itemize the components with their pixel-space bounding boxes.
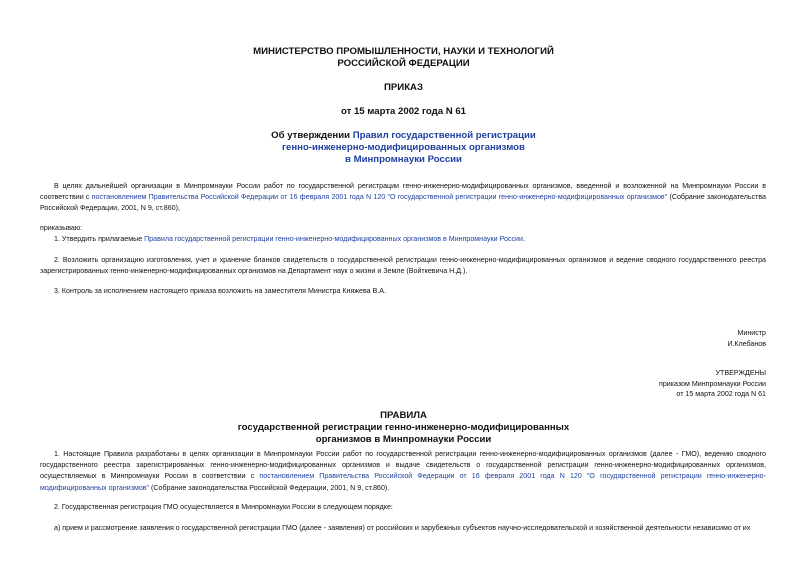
rule-1-decree-link[interactable]: постановлением Правительства Российской Федерации от 16 февраля 2001 года N 120 "О государственной регистрации генно-инженерно-модифицированных организмов" bbox=[40, 472, 766, 492]
rule-1-text: 1. Настоящие Правила разработаны в целях организации в Минпромнауки России работ по государственной регистрации генно-инженерно-модифицированных организмов (далее - ГМО), ведению сводного государственного реестра зарегистрированных генно-инженерно-модифицированных организмов и выдаче свидетельств о государственной регистрации генно-инженерно-модифицированных организмов, осуществляемых в Минпромнауки России в соответствии с bbox=[40, 450, 766, 481]
document-header bbox=[0, 46, 807, 118]
item-1 bbox=[40, 234, 766, 245]
approval-line-3: от 15 марта 2002 года N 61 bbox=[676, 390, 766, 398]
document-title bbox=[0, 130, 807, 166]
approval-block bbox=[659, 368, 766, 400]
title-rules-link-line-1[interactable]: Правил государственной регистрации bbox=[352, 130, 536, 141]
rule-2a: а) прием и рассмотрение заявления о государственной регистрации ГМО (далее - заявления) от российских и зарубежных субъектов научно-исследовательской и хозяйственной деятельности независимо от их bbox=[54, 524, 751, 532]
government-decree-link[interactable]: постановлением Правительства Российской Федерации от 16 февраля 2001 года N 120 "О государственной регистрации генно-инженерно-модифицированных организмов" bbox=[91, 193, 668, 202]
rules-heading: ПРАВИЛА bbox=[380, 410, 427, 421]
rule-1-tail: (Собрание законодательства Российской Федерации, 2001, N 9, ст.860). bbox=[149, 483, 390, 492]
preamble-text: В целях дальнейшей организации в Минпромнауки России работ по государственной регистрации генно-инженерно-модифицированных организмов, введенной и возложенной на Минпромнауки России в соответствии с bbox=[40, 182, 766, 202]
item-1-tail: . bbox=[522, 235, 525, 243]
title-prefix: Об утверждении bbox=[271, 130, 353, 141]
item-1-text: 1. Утвердить прилагаемые bbox=[54, 235, 145, 243]
approval-line-2: приказом Минпромнауки России bbox=[659, 379, 766, 388]
rule-1 bbox=[40, 449, 766, 494]
rules-subtitle-1: государственной регистрации генно-инженерно-модифицированных bbox=[237, 422, 570, 433]
ministry-line-2: РОССИЙСКОЙ ФЕДЕРАЦИИ bbox=[337, 58, 470, 69]
rule-2: 2. Государственная регистрация ГМО осуществляется в Минпромнауки России в следующем порядке: bbox=[54, 503, 393, 511]
ministry-line-1: МИНИСТЕРСТВО ПРОМЫШЛЕННОСТИ, НАУКИ И ТЕХНОЛОГИЙ bbox=[253, 46, 554, 57]
preamble-paragraph bbox=[40, 181, 766, 215]
item-2: 2. Возложить организацию изготовления, учет и хранение бланков свидетельств о государственной регистрации генно-инженерно-модифицированных организмов и ведение сводного государственного реестра зарегистрированных генно-инженерно-модифицированных организмов на Департамент наук о жизни и Земле (Войткевича Н.Д.). bbox=[40, 256, 766, 276]
item-3: 3. Контроль за исполнением настоящего приказа возложить на заместителя Министра Княжева В.А. bbox=[54, 287, 386, 295]
title-rules-link-line-3[interactable]: в Минпромнауки России bbox=[345, 154, 462, 165]
document-date: от 15 марта 2002 года N 61 bbox=[340, 106, 467, 117]
order-word: приказываю: bbox=[40, 224, 83, 232]
signature-position: Министр bbox=[737, 329, 766, 337]
signature-block bbox=[727, 328, 766, 349]
approval-line-1: УТВЕРЖДЕНЫ bbox=[715, 369, 766, 377]
rules-heading-block bbox=[0, 410, 807, 446]
document-type: ПРИКАЗ bbox=[384, 82, 423, 93]
rules-link[interactable]: Правила государственной регистрации генно-инженерно-модифицированных организмов в Минпромнауки России bbox=[144, 235, 523, 243]
preamble-tail: (Собрание законодательства Российской Федерации, 2001, N 9, ст.860), bbox=[40, 193, 767, 213]
signature-name: И.Клебанов bbox=[727, 339, 766, 348]
title-rules-link-line-2[interactable]: генно-инженерно-модифицированных организмов bbox=[282, 142, 525, 153]
rules-subtitle-2: организмов в Минпромнауки России bbox=[315, 434, 492, 445]
